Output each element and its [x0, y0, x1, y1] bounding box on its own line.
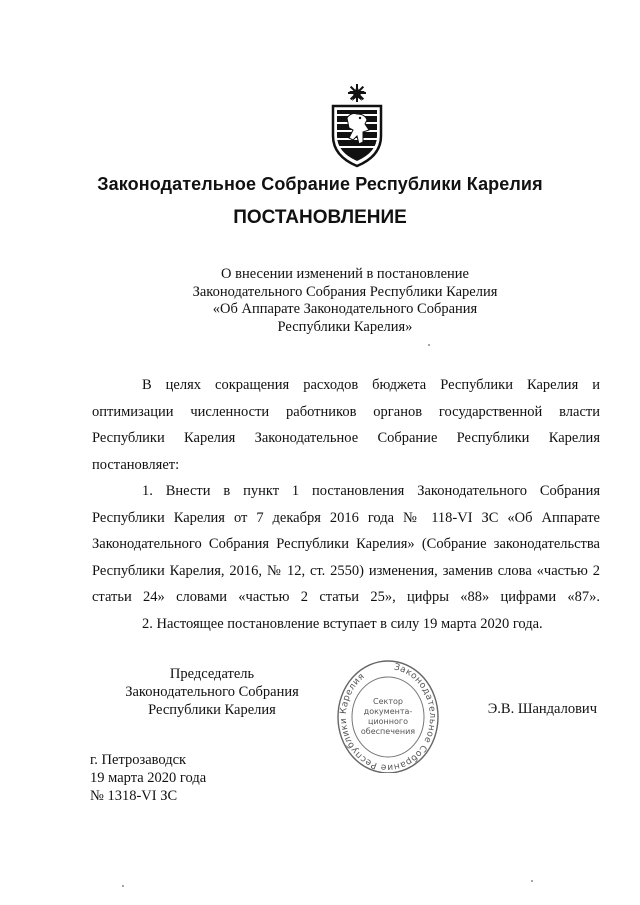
svg-text:Сектор: Сектор: [373, 697, 403, 706]
svg-text:документа-: документа-: [363, 707, 413, 716]
svg-text:обеспечения: обеспечения: [360, 727, 416, 736]
official-seal-stamp: [336, 651, 440, 773]
svg-text:ционного: ционного: [368, 717, 408, 726]
organization-title: Законодательное Собрание Республики Карелия: [97, 174, 543, 194]
svg-text:Законодательное Собрание Респу: Законодательное Собрание Республики Карелия: [338, 662, 438, 773]
scan-speck: [531, 880, 533, 882]
subject-line: Законодательного Собрания Республики Карелия: [192, 283, 498, 300]
signer-name: Э.В. Шандалович: [487, 701, 597, 717]
subject-line: Республики Карелия»: [277, 318, 413, 335]
signer-position: [98, 665, 326, 719]
date: 19 марта 2020 года: [90, 770, 207, 786]
document-number: № 1318-VI ЗС: [90, 788, 178, 804]
subject-line: О внесении изменений в постановление: [221, 266, 469, 282]
signer-position-line: Председатель: [169, 666, 255, 682]
city: г. Петрозаводск: [90, 752, 187, 768]
karelia-coat-of-arms-emblem: [327, 84, 387, 168]
document-type-heading: ПОСТАНОВЛЕНИЕ: [233, 207, 407, 228]
subject-line: «Об Аппарате Законодательного Собрания: [212, 301, 478, 317]
item-2-paragraph: 2. Настоящее постановление вступает в силу 19 марта 2020 года.: [142, 615, 543, 632]
signer-position-line: Республики Карелия: [148, 702, 276, 718]
place-date-number: [90, 751, 206, 805]
scan-speck: [428, 344, 430, 346]
document-body: [92, 372, 600, 637]
signer-position-line: Законодательного Собрания: [125, 684, 299, 700]
document-subject: [140, 266, 550, 336]
scan-speck: [122, 885, 124, 887]
item-1-paragraph: 1. Внести в пункт 1 постановления Законодательного Собрания Республики Карелия от 7 декабря 2016 года № 118-VI ЗС «Об Аппарате Законодательного Собрания Республики Карелия» (Собрание законодательства Республики Карелия, 2016, № 12, ст. 2550) изменения, заменив слова «частью 2 статьи 24» словами «частью 2 статьи 25», цифры «88» цифрами «87».: [92, 483, 600, 605]
preamble-paragraph: В целях сокращения расходов бюджета Республики Карелия и оптимизации численности работников органов государственной власти Республики Карелия Законодательное Собрание Республики Карелия постановляет:: [92, 377, 600, 473]
